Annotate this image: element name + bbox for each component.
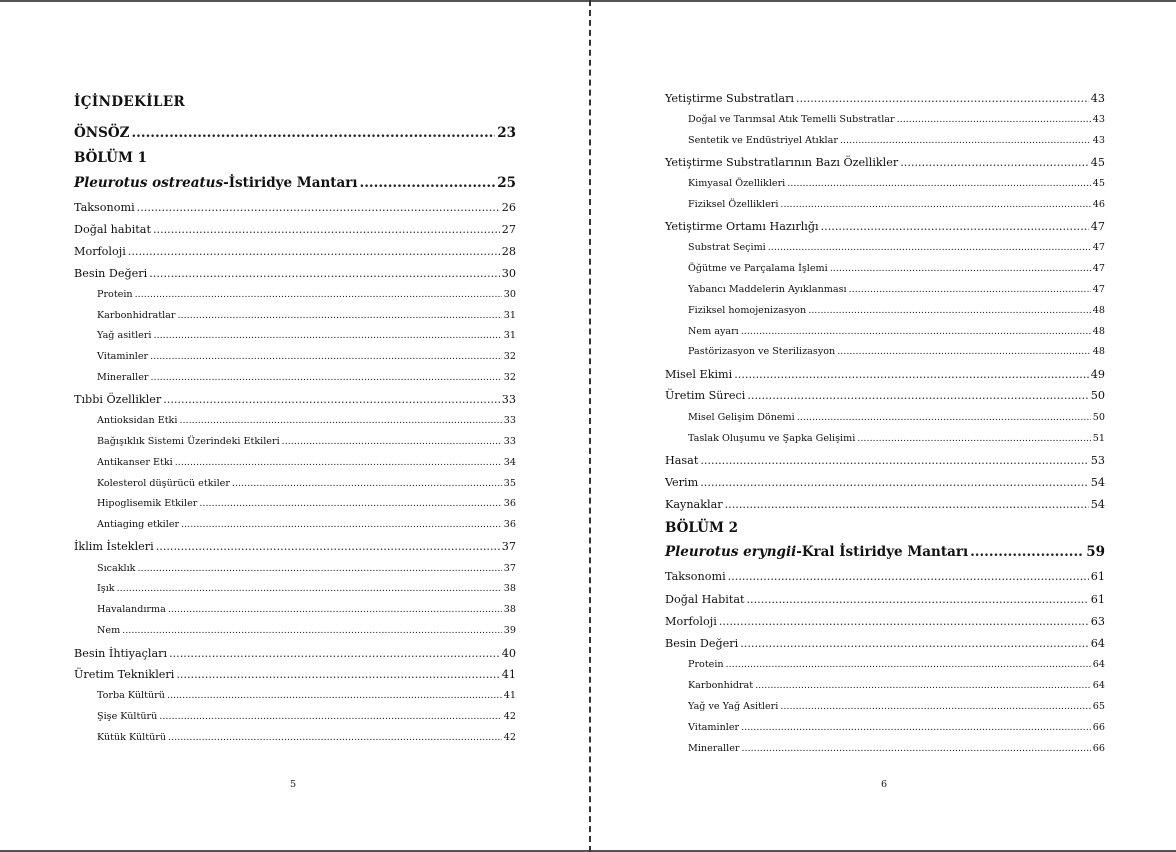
toc-entry-page: 65 [1092, 701, 1105, 712]
top-border [0, 0, 1176, 2]
toc-entry-page: 33 [503, 436, 516, 447]
dot-leader [128, 246, 500, 257]
toc-entry-title: Besin İhtiyaçları [74, 647, 168, 660]
toc-entry-title: Yabancı Maddelerin Ayıklanması [688, 284, 847, 295]
toc-entry-title: Morfoloji [665, 615, 717, 628]
dot-leader [741, 723, 1091, 733]
toc-entry-page: 61 [1090, 570, 1105, 583]
toc-entry-page: 64 [1092, 680, 1105, 691]
toc-entry-page: 32 [503, 372, 516, 383]
toc-entry-title: Misel Gelişim Dönemi [688, 412, 795, 423]
toc-entry-title: Vitaminler [97, 351, 149, 362]
toc-entry-title: Üretim Süreci [665, 389, 746, 402]
toc-entry-title: Yetiştirme Substratlarının Bazı Özellikler [665, 156, 899, 169]
toc-entry[interactable] [74, 733, 516, 743]
dot-leader [780, 200, 1090, 210]
toc-entry[interactable] [665, 571, 1105, 582]
dot-leader [747, 390, 1088, 401]
dot-leader [741, 327, 1091, 337]
toc-entry-title: Kolesterol düşürücü etkiler [97, 478, 230, 489]
toc-entry-page: 48 [1092, 305, 1105, 316]
toc-entry[interactable] [74, 352, 516, 362]
toc-entry-title: Substrat Seçimi [688, 242, 766, 253]
toc-entry-title: BÖLÜM 1 [74, 150, 147, 166]
toc-entry-page: 37 [503, 563, 516, 574]
toc-entry-page: 30 [501, 267, 516, 280]
dot-leader [137, 202, 500, 213]
toc-entry-page: 43 [1090, 92, 1105, 105]
toc-entry-page: 51 [1092, 433, 1105, 444]
toc-entry-title: Kimyasal Özellikleri [688, 178, 786, 189]
dot-leader [741, 744, 1090, 754]
toc-entry-title: Sentetik ve Endüstriyel Atıklar [688, 135, 838, 146]
toc-entry-title: Doğal habitat [74, 223, 151, 236]
toc-entry-page: 40 [501, 647, 516, 660]
toc-entry[interactable] [665, 594, 1105, 605]
toc-entry-title: Üretim Teknikleri [74, 668, 175, 681]
toc-entry-page: 32 [503, 351, 516, 362]
toc-entry[interactable] [665, 347, 1105, 357]
dot-leader [169, 648, 500, 659]
toc-entry-page: 43 [1092, 114, 1105, 125]
toc-entry[interactable] [74, 331, 516, 341]
toc-entry-page: 47 [1092, 284, 1105, 295]
toc-entry-title: Kütük Kültürü [97, 732, 167, 743]
dot-leader [117, 584, 502, 594]
dot-leader [768, 243, 1091, 253]
toc-entry[interactable] [74, 416, 516, 426]
toc-entry-page: 25 [497, 175, 516, 191]
toc-entry-page: 45 [1090, 156, 1105, 169]
toc-entry-page: 54 [1090, 476, 1105, 489]
toc-entry-title: Kaynaklar [665, 498, 723, 511]
dot-leader [725, 499, 1089, 510]
toc-entry-page: 43 [1092, 135, 1105, 146]
dot-leader [149, 268, 500, 279]
toc-entry-title: Öğütme ve Parçalama İşlemi [688, 263, 828, 274]
toc-entry-page: 41 [501, 668, 516, 681]
dot-leader [176, 669, 499, 680]
toc-entry-page: 53 [1090, 454, 1105, 467]
toc-entry-page: 30 [503, 289, 516, 300]
toc-entry[interactable] [74, 394, 516, 405]
toc-entry-page: 34 [503, 457, 516, 468]
toc-entry[interactable] [74, 605, 516, 615]
toc-entry[interactable] [665, 660, 1105, 670]
dot-leader [167, 691, 502, 701]
dot-leader [787, 179, 1091, 189]
toc-entry-page: 45 [1092, 178, 1105, 189]
toc-entry-title: Taksonomi [74, 201, 135, 214]
toc-entry[interactable] [74, 626, 516, 636]
toc-entry-page: 42 [503, 732, 516, 743]
toc-entry-page: 33 [501, 393, 516, 406]
toc-entry-title: Mineraller [688, 743, 740, 754]
dot-leader [199, 499, 501, 509]
dot-leader [153, 224, 500, 235]
toc-entry-title-rest: -Kral İstiridye Mantarı [796, 544, 969, 560]
toc-entry-title [665, 546, 968, 560]
toc-entry[interactable] [665, 616, 1105, 627]
toc-entry[interactable] [665, 179, 1105, 189]
dot-leader [797, 413, 1091, 423]
dot-leader [840, 136, 1091, 146]
toc-entry-title: Besin Değeri [665, 637, 739, 650]
toc-entry-title: İklim İstekleri [74, 540, 154, 553]
toc-entry[interactable] [74, 437, 516, 447]
dot-leader [175, 458, 502, 468]
dot-leader [150, 373, 501, 383]
toc-entry[interactable] [74, 564, 516, 574]
toc-entry[interactable] [74, 520, 516, 530]
toc-entry[interactable] [74, 373, 516, 383]
dot-leader [135, 290, 502, 300]
toc-entry-page: 36 [503, 498, 516, 509]
toc-entry-page: 37 [501, 540, 516, 553]
toc-entry-title: Pastörizasyon ve Sterilizasyon [688, 346, 836, 357]
toc-entry[interactable] [665, 499, 1105, 510]
toc-entry[interactable] [74, 648, 516, 659]
toc-entry-title-rest: -İstiridye Mantarı [223, 175, 358, 191]
toc-entry-title: Morfoloji [74, 245, 126, 258]
toc-entry[interactable] [665, 390, 1105, 401]
toc-entry-title: Fiziksel homojenizasyon [688, 305, 807, 316]
dot-leader [232, 479, 502, 489]
toc-entry[interactable] [665, 157, 1105, 168]
toc-entry[interactable] [74, 499, 516, 509]
dot-leader [830, 264, 1091, 274]
toc-entry-title [74, 177, 358, 191]
toc-entry[interactable] [665, 327, 1105, 337]
dot-leader [150, 352, 502, 362]
toc-entry-title: Besin Değeri [74, 267, 148, 280]
toc-entry-page: 33 [503, 415, 516, 426]
dot-leader [857, 434, 1090, 444]
dot-leader [734, 369, 1089, 380]
dot-leader [747, 594, 1089, 605]
dot-leader [122, 626, 502, 636]
toc-entry-page: 61 [1090, 593, 1105, 606]
toc-entry-title: Mineraller [97, 372, 149, 383]
toc-entry[interactable] [665, 546, 1105, 560]
toc-entry[interactable] [74, 246, 516, 257]
dot-leader [163, 394, 500, 405]
dot-leader [780, 702, 1090, 712]
toc-entry[interactable] [665, 723, 1105, 733]
toc-entry[interactable] [74, 177, 516, 191]
dot-leader [808, 306, 1091, 316]
toc-entry[interactable] [665, 136, 1105, 146]
toc-entry-page: 50 [1092, 412, 1105, 423]
toc-entry-title: Taslak Oluşumu ve Şapka Gelişimi [688, 433, 856, 444]
toc-entry-title: Bağışıklık Sistemi Üzerindeki Etkileri [97, 436, 280, 447]
toc-entry-page: 27 [501, 223, 516, 236]
dot-leader [755, 681, 1091, 691]
dot-leader [970, 546, 1084, 560]
toc-entry-page: 66 [1092, 743, 1105, 754]
toc-entry-title: Taksonomi [665, 570, 726, 583]
toc-entry-page: 59 [1086, 544, 1105, 560]
dot-leader [168, 605, 502, 615]
toc-entry-page: 36 [503, 519, 516, 530]
toc-entry-title: Antiaging etkiler [97, 519, 180, 530]
toc-entry-title: Yağ ve Yağ Asitleri [688, 701, 779, 712]
toc-entry[interactable] [74, 712, 516, 722]
toc-entry-title: Karbonhidratlar [97, 310, 176, 321]
toc-entry[interactable] [665, 477, 1105, 488]
dot-leader [719, 616, 1089, 627]
toc-entry[interactable] [665, 744, 1105, 754]
toc-entry-title: Havalandırma [97, 604, 166, 615]
toc-entry[interactable] [665, 221, 1105, 232]
toc-entry-page: 47 [1090, 220, 1105, 233]
toc-entry-title: Şişe Kültürü [97, 711, 158, 722]
toc-entry[interactable] [665, 200, 1105, 210]
toc-entry-page: 28 [501, 245, 516, 258]
toc-entry-title: Protein [97, 289, 133, 300]
dot-leader [159, 712, 501, 722]
toc-entry-title: Hasat [665, 454, 699, 467]
toc-entry-title: Sıcaklık [97, 563, 136, 574]
toc-entry-page: 63 [1090, 615, 1105, 628]
dot-leader [168, 733, 502, 743]
toc-entry-species: Pleurotus ostreatus [74, 175, 224, 191]
toc-entry[interactable] [74, 268, 516, 279]
toc-entry-page: 66 [1092, 722, 1105, 733]
toc-entry-title: Misel Ekimi [665, 368, 733, 381]
toc-entry-title: ÖNSÖZ [74, 125, 130, 141]
toc-entry-page: 47 [1092, 263, 1105, 274]
toc-entry-page: 31 [503, 310, 516, 321]
toc-entry[interactable] [665, 455, 1105, 466]
toc-entry[interactable] [74, 584, 516, 594]
page-divider [589, 0, 591, 852]
dot-leader [821, 221, 1089, 232]
toc-entry-page: 39 [503, 625, 516, 636]
toc-entry-title: Fiziksel Özellikleri [688, 199, 779, 210]
toc-entry[interactable] [665, 681, 1105, 691]
toc-entry[interactable] [665, 243, 1105, 253]
toc-entry[interactable] [665, 369, 1105, 380]
dot-leader [282, 437, 502, 447]
toc-heading: İÇİNDEKİLER [74, 94, 186, 110]
toc-entry[interactable] [74, 224, 516, 235]
toc-entry[interactable] [74, 127, 516, 141]
toc-entry-title: Antioksidan Etki [97, 415, 178, 426]
toc-entry-page: 64 [1092, 659, 1105, 670]
toc-entry-page: 41 [503, 690, 516, 701]
dot-leader [849, 285, 1091, 295]
toc-entry-title: Karbonhidrat [688, 680, 754, 691]
toc-entry[interactable] [665, 306, 1105, 316]
toc-entry[interactable] [74, 458, 516, 468]
toc-entry-page: 42 [503, 711, 516, 722]
toc-entry-species: Pleurotus eryngii [665, 544, 797, 560]
dot-leader [156, 541, 500, 552]
toc-entry-title: BÖLÜM 2 [665, 520, 738, 536]
toc-entry[interactable] [74, 290, 516, 300]
toc-entry-title: Torba Kültürü [97, 690, 165, 701]
toc-entry-title: Nem ayarı [688, 326, 739, 337]
toc-entry-page: 64 [1090, 637, 1105, 650]
toc-entry[interactable] [74, 152, 516, 166]
toc-entry[interactable] [665, 285, 1105, 295]
toc-entry[interactable] [74, 479, 516, 489]
toc-entry-title: Antikanser Etki [97, 457, 173, 468]
toc-entry[interactable] [665, 413, 1105, 423]
dot-leader [153, 331, 501, 341]
dot-leader [740, 638, 1089, 649]
toc-entry-page: 38 [503, 604, 516, 615]
dot-leader [360, 177, 496, 191]
dot-leader [897, 115, 1091, 125]
toc-entry-title: Doğal Habitat [665, 593, 745, 606]
toc-entry-page: 48 [1092, 346, 1105, 357]
page-number-right: 6 [881, 779, 888, 790]
toc-entry[interactable] [74, 202, 516, 213]
dot-leader [837, 347, 1091, 357]
toc-entry[interactable] [74, 311, 516, 321]
toc-entry-title: Vitaminler [688, 722, 740, 733]
toc-entry[interactable] [74, 541, 516, 552]
toc-entry-title: Yetiştirme Substratları [665, 92, 795, 105]
toc-entry-title: Yetiştirme Ortamı Hazırlığı [665, 220, 819, 233]
toc-entry-title: Yağ asitleri [97, 330, 152, 341]
toc-entry-page: 46 [1092, 199, 1105, 210]
toc-entry-title: Işık [97, 583, 115, 594]
toc-entry-title: Hipoglisemik Etkiler [97, 498, 198, 509]
toc-entry-page: 35 [503, 478, 516, 489]
toc-entry-title: Verim [665, 476, 699, 489]
toc-entry-title: Protein [688, 659, 724, 670]
toc-entry-title: Tıbbi Özellikler [74, 393, 162, 406]
toc-entry-page: 31 [503, 330, 516, 341]
dot-leader [179, 416, 501, 426]
dot-leader [178, 311, 502, 321]
toc-entry[interactable] [665, 115, 1105, 125]
toc-entry-title: Nem [97, 625, 121, 636]
dot-leader [181, 520, 502, 530]
toc-entry[interactable] [665, 434, 1105, 444]
dot-leader [131, 127, 495, 141]
toc-entry[interactable] [74, 669, 516, 680]
toc-entry[interactable] [74, 691, 516, 701]
dot-leader [796, 93, 1089, 104]
dot-leader [700, 455, 1088, 466]
toc-entry-page: 23 [497, 125, 516, 141]
toc-entry-page: 38 [503, 583, 516, 594]
dot-leader [726, 660, 1091, 670]
toc-entry[interactable] [665, 522, 1105, 536]
toc-entry[interactable] [665, 638, 1105, 649]
toc-entry-title: Doğal ve Tarımsal Atık Temelli Substratlar [688, 114, 895, 125]
dot-leader [900, 157, 1089, 168]
dot-leader [700, 477, 1089, 488]
toc-entry-page: 54 [1090, 498, 1105, 511]
toc-entry-page: 48 [1092, 326, 1105, 337]
dot-leader [138, 564, 502, 574]
page-number-left: 5 [290, 779, 297, 790]
toc-entry[interactable] [665, 93, 1105, 104]
toc-entry-page: 50 [1090, 389, 1105, 402]
toc-entry[interactable] [665, 264, 1105, 274]
dot-leader [728, 571, 1089, 582]
toc-entry-page: 26 [501, 201, 516, 214]
toc-entry[interactable] [665, 702, 1105, 712]
toc-entry-page: 47 [1092, 242, 1105, 253]
toc-entry-page: 49 [1090, 368, 1105, 381]
